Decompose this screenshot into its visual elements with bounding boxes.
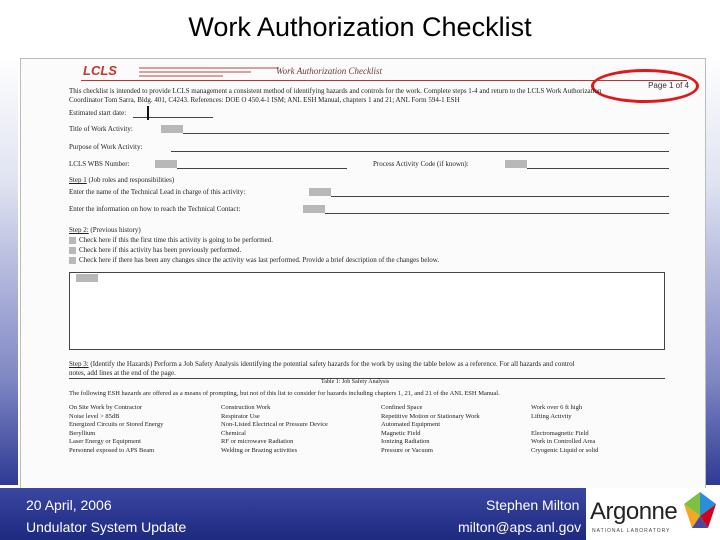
table-intro: The following ESH hazards are offered as a means of prompting, but not of this list to consider for hazards including chapters 1, 21, and 21 of the ANL ESH Manual.: [69, 390, 500, 397]
changes-description-box[interactable]: [69, 272, 665, 350]
hazards-column-4: Work over 6 ft high Lifting Activity Electromagnetic Field Work in Controlled Area Cryogenic Liquid or solid: [531, 404, 599, 454]
intro-line-2: Coordinator Tom Sarra, Bldg. 401, C4243. References: DOE O 450.4-1 ISM; ANL ESH Manual, chapters 1 and 21; ANL Form 594-1 ESH: [69, 96, 460, 104]
process-code-label: Process Activity Code (if known):: [373, 160, 469, 168]
right-gradient-bar: [706, 55, 720, 485]
footer-talk-title: Undulator System Update: [26, 519, 187, 535]
argonne-wordmark: Argonne: [590, 498, 678, 525]
left-gradient-bar: [0, 55, 18, 485]
argonne-triangle-icon: [682, 490, 718, 530]
hazards-column-2: Construction Work Respirator Use Non-Listed Electrical or Pressure Device Chemical RF or microwave Radiation Welding or Brazing activities: [221, 404, 328, 454]
table-title: Table 1: Job Safety Analysis: [321, 379, 390, 385]
page-number: Page 1 of 4: [648, 81, 689, 90]
logo-subtext: [139, 67, 279, 77]
argonne-subtitle: NATIONAL LABORATORY: [592, 528, 671, 534]
hazards-column-3: Confined Space Repetitive Motion or Stationary Work Automated Equipment Magnetic Field Ionizing Radiation Pressure or Vacuum: [381, 404, 480, 454]
footer-date: 20 April, 2006: [26, 497, 112, 513]
step3-line: Step 3: (Identify the Hazards) Perform a Job Safety Analysis identifying the potential safety hazards for the work by using the table below as a reference. For all hazards and control: [69, 360, 575, 368]
highlight-oval: [591, 69, 699, 103]
cursor-mark: [147, 106, 149, 120]
tech-contact-label: Enter the information on how to reach the Technical Contact:: [69, 205, 241, 213]
intro-line-1: This checklist is intended to provide LCLS management a consistent method of identifying hazards and controls for the work. Complete steps 1-4 and return to the LCLS Work Authorization: [69, 87, 602, 95]
footer-email: milton@aps.anl.gov: [458, 519, 582, 535]
slide-title: Work Authorization Checklist: [188, 12, 532, 42]
step1-line: Step 1 (Job roles and responsibilities): [69, 176, 175, 184]
argonne-logo: [586, 488, 720, 540]
title-of-work-label: Title of Work Activity:: [69, 125, 133, 133]
lcls-wbs-label: LCLS WBS Number:: [69, 160, 130, 168]
estimated-start-label: Estimated start date:: [69, 109, 127, 117]
document-title: Work Authorization Checklist: [276, 66, 383, 76]
tech-lead-label: Enter the name of the Technical Lead in charge of this activity:: [69, 188, 246, 196]
check-previously[interactable]: Check here if this activity has been previously performed.: [69, 246, 241, 255]
lcls-logo: LCLS: [83, 63, 117, 78]
step3-line-2: notes, add lines at the end of the page.: [69, 369, 176, 377]
check-changes[interactable]: Check here if there has been any changes since the activity was last performed. Provide a brief description of the changes below.: [69, 256, 439, 265]
hazards-column-1: On Site Work by Contractor Noise level > 85dB Energized Circuits or Stored Energy Beryllium Laser Energy or Equipment Personnel exposed to APS Beam: [69, 404, 164, 454]
step2-line: Step 2: (Previous history): [69, 226, 141, 234]
document-scan: [20, 58, 706, 490]
footer-author: Stephen Milton: [486, 497, 580, 513]
purpose-label: Purpose of Work Activity:: [69, 143, 143, 151]
check-first-time[interactable]: Check here if this the first time this activity is going to be performed.: [69, 236, 273, 245]
footer-bar: [0, 488, 720, 540]
